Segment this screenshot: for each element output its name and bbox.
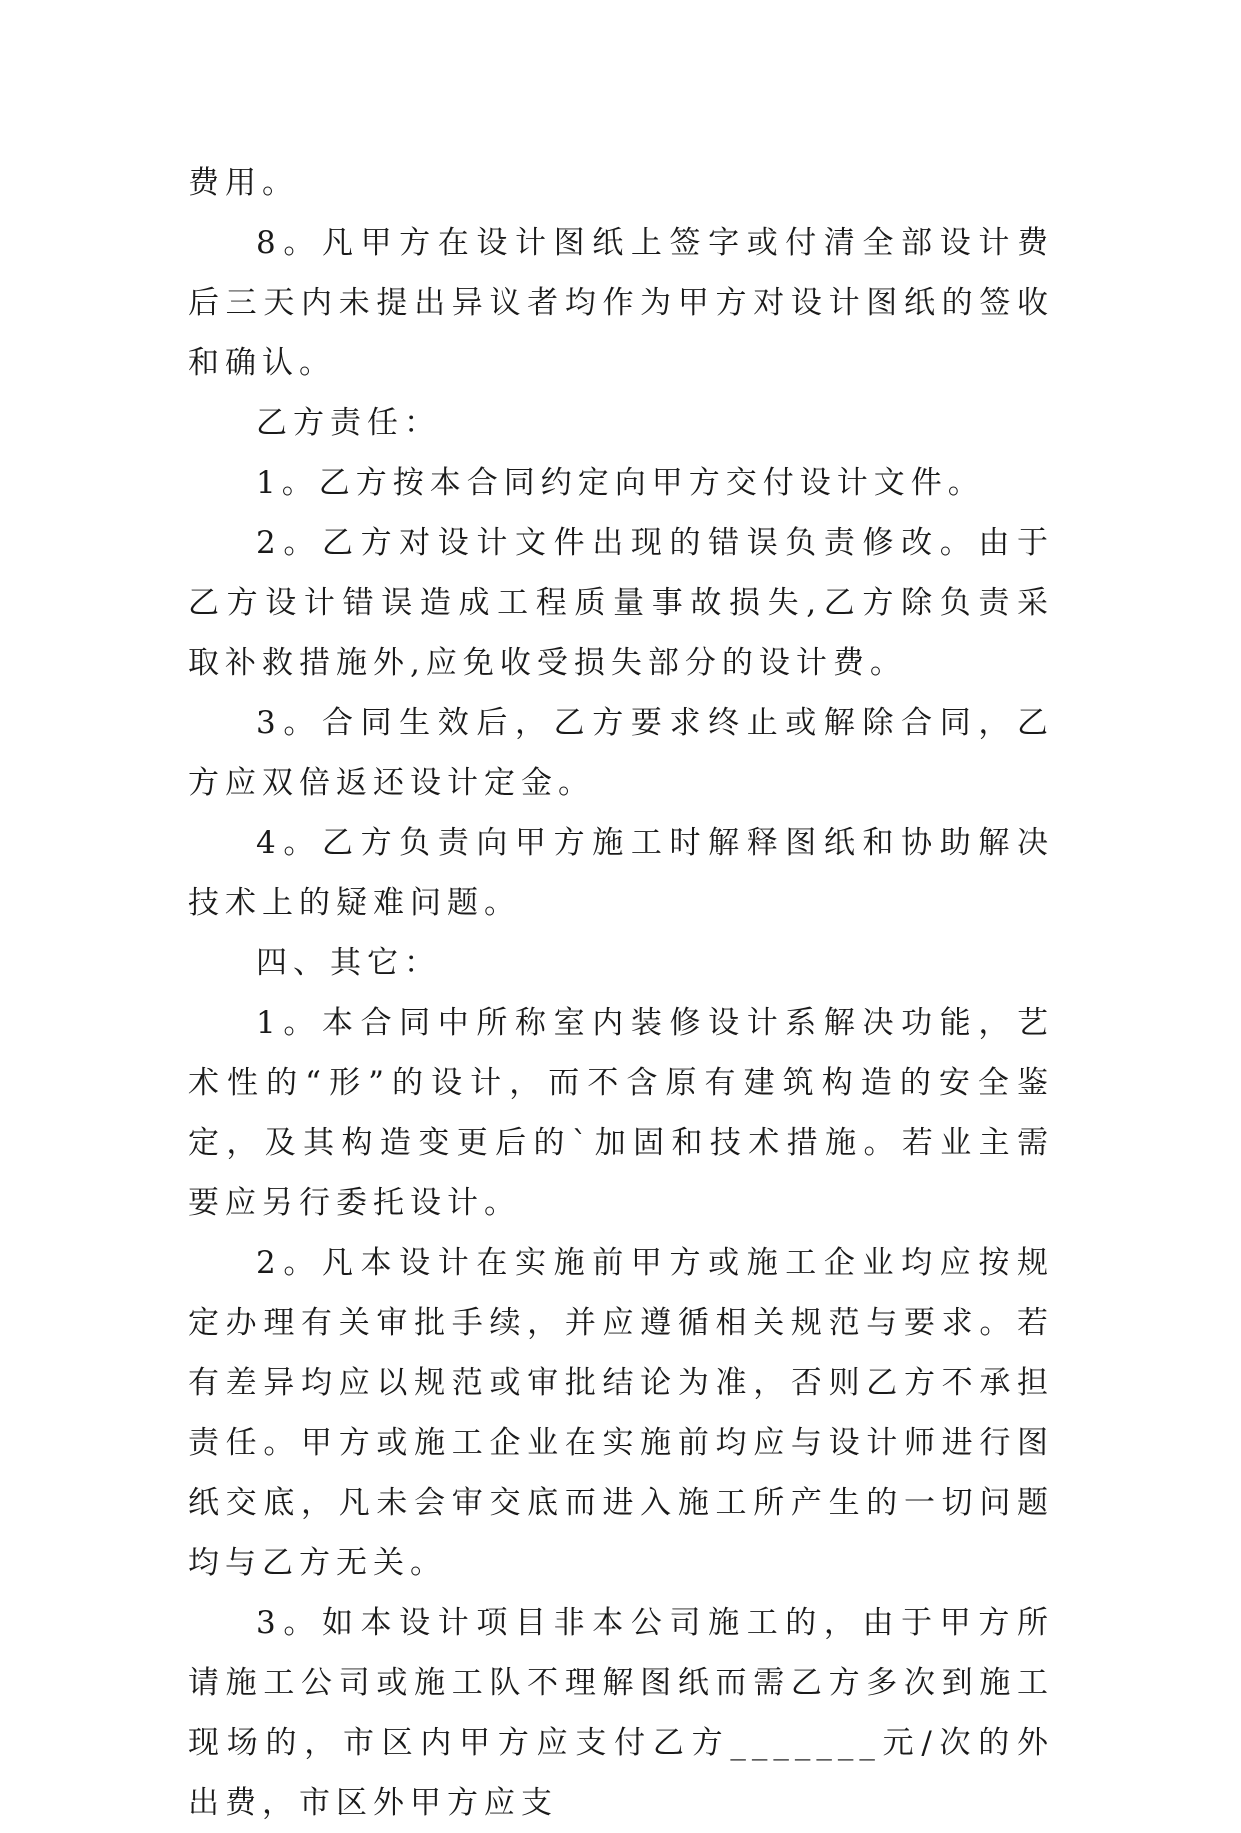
heading-party-b-responsibility: 乙方责任： — [256, 405, 441, 441]
heading-section-4-other: 四、其它： — [256, 945, 441, 981]
paragraph-other-2: 2。凡本设计在实施前甲方或施工企业均应按规定办理有关审批手续，并应遵循相关规范与要求。若有差异均应以规范或审批结论为准，否则乙方不承担责任。甲方或施工企业在实施前均应与设计师进行图纸交底，凡未会审交底而进入施工所产生的一切问题均与乙方无关。 — [188, 1245, 1054, 1581]
paragraph-other-1: 1。本合同中所称室内装修设计系解决功能，艺术性的“形”的设计，而不含原有建筑构造的安全鉴定，及其构造变更后的`加固和技术措施。若业主需要应另行委托设计。 — [188, 1005, 1054, 1221]
paragraph-party-b-4: 4。乙方负责向甲方施工时解释图纸和协助解决技术上的疑难问题。 — [188, 825, 1054, 921]
paragraph-clause-8: 8。凡甲方在设计图纸上签字或付清全部设计费后三天内未提出异议者均作为甲方对设计图纸的签收和确认。 — [188, 225, 1054, 381]
paragraph-party-b-2: 2。乙方对设计文件出现的错误负责修改。由于乙方设计错误造成工程质量事故损失,乙方除负责采取补救措施外,应免收受损失部分的设计费。 — [188, 525, 1054, 681]
paragraph-party-b-1: 1。乙方按本合同约定向甲方交付设计文件。 — [256, 465, 985, 501]
paragraph-other-3: 3。如本设计项目非本公司施工的，由于甲方所请施工公司或施工队不理解图纸而需乙方多次到施工现场的，市区内甲方应支付乙方_______元/次的外出费，市区外甲方应支 — [188, 1605, 1054, 1821]
paragraph-fee-end: 费用。 — [188, 165, 299, 201]
document-body — [188, 153, 1054, 1833]
paragraph-party-b-3: 3。合同生效后，乙方要求终止或解除合同，乙方应双倍返还设计定金。 — [188, 705, 1054, 801]
